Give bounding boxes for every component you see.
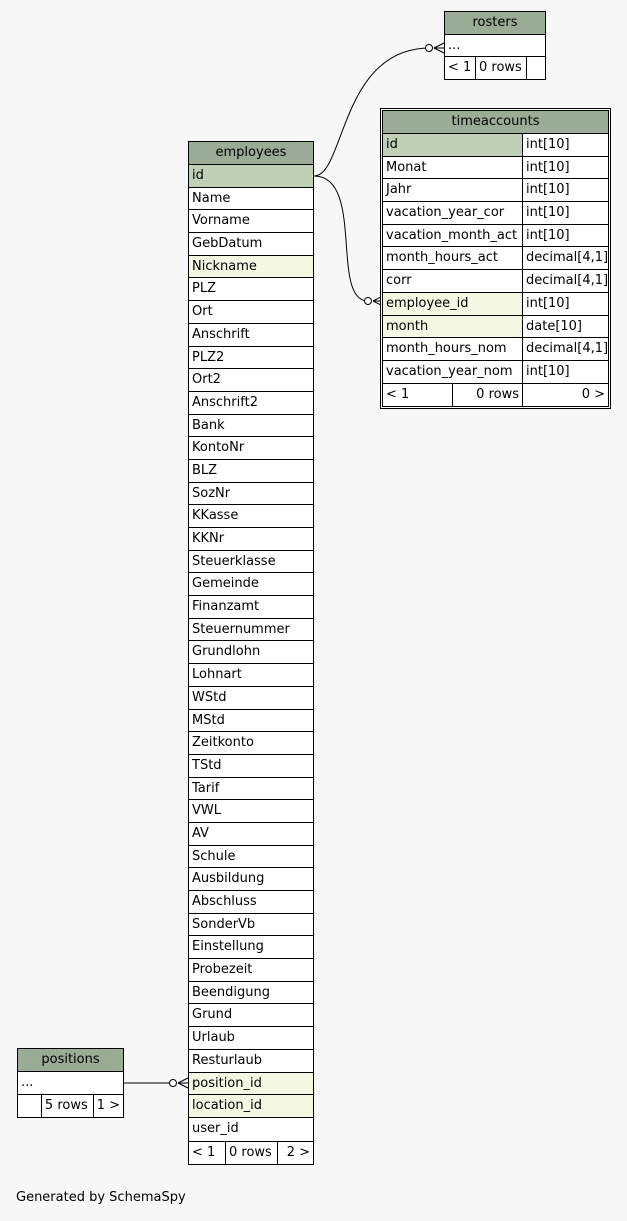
column-name: vacation_month_act [383,225,523,247]
column-name: month_hours_act [383,247,523,269]
employees-column-vwl: VWL [189,800,313,823]
employees-column-id: id [189,165,313,188]
employees-column-lohnart: Lohnart [189,664,313,687]
column-type: decimal[4,1] [526,273,608,289]
column-name: vacation_year_cor [383,202,523,224]
column-type: decimal[4,1] [526,341,608,357]
link-rosters-optional-marker [426,45,433,52]
employees-column-steuernummer: Steuernummer [189,619,313,642]
table-positions[interactable] [17,1048,124,1118]
employees-column-probezeit: Probezeit [189,959,313,982]
column-type: int[10] [526,363,570,379]
timeaccounts-column-employee_id [383,293,608,316]
employees-column-wstd: WStd [189,687,313,710]
employees-column-soznr: SozNr [189,483,313,506]
employees-column-bank: Bank [189,415,313,438]
column-name: Monat [383,157,523,179]
employees-column-kknr: KKNr [189,528,313,551]
employees-column-location_id: location_id [189,1095,313,1118]
employees-column-kontonr: KontoNr [189,437,313,460]
table-rosters-column: ... [445,35,545,57]
employees-column-ort2: Ort2 [189,369,313,392]
employees-column-position_id: position_id [189,1073,313,1096]
table-positions-footer [18,1095,123,1117]
table-employees-header: employees [189,142,313,165]
employees-column-urlaub: Urlaub [189,1027,313,1050]
timeaccounts-column-month_hours_act [383,247,608,270]
column-type: int[10] [526,137,570,152]
column-type: decimal[4,1] [526,250,608,266]
column-name: id [383,134,523,156]
timeaccounts-column-jahr [383,179,608,202]
employees-column-einstellung: Einstellung [189,936,313,959]
column-type: int[10] [526,205,570,221]
timeaccounts-column-vacation_year_nom [383,361,608,384]
employees-column-mstd: MStd [189,710,313,733]
column-type: int[10] [526,182,570,198]
employees-column-nickname: Nickname [189,256,313,279]
employees-column-grund: Grund [189,1004,313,1027]
footer-prev: < 1 [445,57,476,79]
employees-column-user_id: user_id [189,1118,313,1141]
employees-column-plz: PLZ [189,278,313,301]
column-type: int[10] [526,295,570,311]
footer-next: 1 > [96,1097,120,1113]
employees-column-resturlaub: Resturlaub [189,1050,313,1073]
footer-rows: 0 rows [453,384,523,406]
employees-column-gebdatum: GebDatum [189,233,313,256]
employees-column-steuerklasse: Steuerklasse [189,551,313,574]
employees-column-anschrift: Anschrift [189,324,313,347]
generated-by-text: Generated by SchemaSpy [16,1190,186,1205]
timeaccounts-column-vacation_year_cor [383,202,608,225]
link-timeaccounts-optional-marker [365,298,372,305]
footer-rows: 0 rows [226,1142,278,1164]
link-employees-timeaccounts [314,176,368,301]
column-name: Jahr [383,179,523,201]
link-positions-crowfoot [178,1078,188,1088]
footer-prev: < 1 [383,384,453,406]
employees-column-kkasse: KKasse [189,505,313,528]
timeaccounts-column-month_hours_nom [383,338,608,361]
employees-column-name: Name [189,188,313,211]
timeaccounts-column-id [383,134,608,157]
employees-column-tarif: Tarif [189,778,313,801]
employees-column-tstd: TStd [189,755,313,778]
footer-prev [18,1095,42,1117]
table-rosters[interactable] [444,11,546,80]
link-rosters-crowfoot [434,43,444,53]
employees-column-zeitkonto: Zeitkonto [189,732,313,755]
employees-column-anschrift2: Anschrift2 [189,392,313,415]
footer-next: 0 > [581,386,605,402]
timeaccounts-column-corr [383,270,608,293]
employees-column-gemeinde: Gemeinde [189,573,313,596]
table-positions-header: positions [18,1049,123,1072]
table-timeaccounts-header: timeaccounts [383,111,608,134]
table-timeaccounts-footer [383,384,608,406]
employees-column-av: AV [189,823,313,846]
table-employees-footer [189,1141,313,1164]
table-timeaccounts[interactable] [380,108,611,409]
employees-column-ort: Ort [189,301,313,324]
column-name: corr [383,270,523,292]
employees-column-plz2: PLZ2 [189,347,313,370]
employees-column-blz: BLZ [189,460,313,483]
employees-column-beendigung: Beendigung [189,982,313,1005]
footer-next [527,57,545,79]
timeaccounts-column-month [383,316,608,339]
footer-rows: 5 rows [42,1095,94,1117]
link-positions-optional-marker [170,1080,177,1087]
footer-next: 2 > [286,1144,310,1160]
column-type: date[10] [526,318,582,334]
column-type: int[10] [526,159,570,175]
footer-rows: 0 rows [476,57,527,79]
column-name: month_hours_nom [383,338,523,360]
column-type: int[10] [526,227,570,243]
employees-column-ausbildung: Ausbildung [189,868,313,891]
table-rosters-header: rosters [445,12,545,35]
employees-column-schule: Schule [189,846,313,869]
table-rosters-footer [445,57,545,79]
employees-column-abschluss: Abschluss [189,891,313,914]
employees-column-vorname: Vorname [189,210,313,233]
column-name: month [383,316,523,338]
column-name: vacation_year_nom [383,361,523,383]
employees-column-finanzamt: Finanzamt [189,596,313,619]
footer-prev: < 1 [189,1142,226,1164]
employees-column-sondervb: SonderVb [189,914,313,937]
employees-column-grundlohn: Grundlohn [189,641,313,664]
timeaccounts-column-vacation_month_act [383,225,608,248]
timeaccounts-column-monat [383,157,608,180]
table-employees[interactable] [188,141,314,1165]
table-positions-column: ... [18,1072,123,1095]
column-name: employee_id [383,293,523,315]
